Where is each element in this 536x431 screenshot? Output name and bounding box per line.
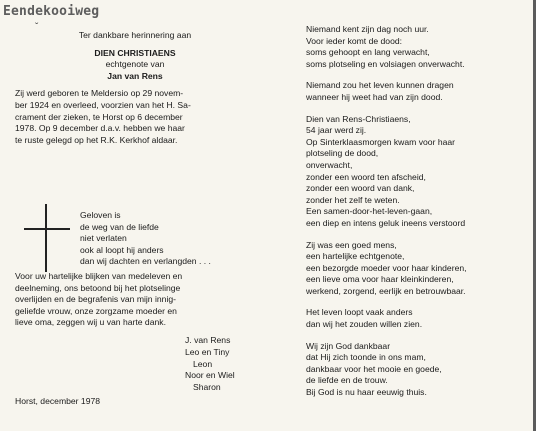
stanza-line: Wij zijn God dankbaar: [306, 340, 391, 351]
poem-line: ook al loopt hij anders: [80, 244, 164, 255]
right-column: [306, 24, 528, 399]
thanks-line: Voor uw hartelijke blijken van medeleven en: [15, 271, 183, 281]
stanza-line: plotseling de dood,: [306, 148, 379, 159]
stanza-line: Dien van Rens-Christiaens,: [306, 113, 411, 124]
signature: J. van Rens: [185, 335, 231, 345]
stanza-line: een hartelijke echtgenote,: [306, 251, 405, 262]
stanza-line: een bezorgde moeder voor haar kinderen,: [306, 262, 467, 273]
signature: Sharon: [193, 382, 221, 393]
spouse-name: Jan van Rens: [107, 70, 163, 81]
poem-line: niet verlaten: [80, 233, 127, 244]
stanza-line: een lieve oma voor haar kleinkinderen,: [306, 274, 454, 285]
stanza-line: Het leven loopt vaak anders: [306, 307, 413, 318]
stanza: [306, 24, 528, 70]
stanza-line: Niemand kent zijn dag noch uur.: [306, 24, 429, 34]
stanza-line: Niemand zou het leven kunnen dragen: [306, 80, 454, 91]
poem-line: dan wij dachten en verlangden . . .: [80, 256, 211, 267]
stanza-line: Zij was een goed mens,: [306, 239, 397, 250]
bio-line: Zij werd geboren te Meldersio op 29 novem-: [15, 88, 184, 99]
stanza-line: onverwacht,: [306, 159, 353, 170]
left-column: [15, 30, 255, 146]
stanza: [306, 341, 528, 399]
stanza-line: zonder een woord ten afscheid,: [306, 171, 426, 182]
stanza-line: dan wij het zouden willen zien.: [306, 319, 423, 330]
thanks-line: geliefde vrouw, onze zorgzame moeder en: [15, 305, 177, 316]
stanza-line: dat Hij zich toonde in ons mam,: [306, 352, 426, 363]
bio-line: 1978. Op 9 december d.a.v. hebben we haar: [15, 123, 185, 134]
stanza-line: soms gehoopt en lang verwacht,: [306, 47, 430, 58]
stanza-line: Voor ieder komt de dood:: [306, 35, 403, 46]
pen-mark: ˇ: [35, 22, 39, 33]
stanza-line: Een samen-door-het-leven-gaan,: [306, 206, 433, 217]
stanza: [306, 240, 528, 298]
signature: Leon: [193, 358, 213, 369]
spouse-intro: echtgenote van: [105, 59, 165, 70]
stanza-line: wanneer hij weet had van zijn dood.: [306, 91, 443, 102]
stanza: [306, 114, 528, 230]
stanza-line: Bij God is nu haar eeuwig thuis.: [306, 387, 427, 398]
intro-text: Ter dankbare herinnering aan: [78, 30, 192, 40]
stanza-line: 54 jaar werd zij.: [306, 125, 367, 136]
poem-line: de weg van de liefde: [80, 221, 159, 232]
signatures: [185, 335, 235, 394]
stanza-line: zonder het zelf te weten.: [306, 194, 400, 205]
signature: Leo en Tiny: [185, 346, 230, 357]
stanza-line: de liefde en de trouw.: [306, 375, 388, 386]
stanza: [306, 80, 528, 103]
bio-line: crament der zieken, te Horst op 6 december: [15, 111, 183, 122]
stanza-line: soms plotseling en volsiagen onverwacht.: [306, 58, 465, 69]
signature: Noor en Wiel: [185, 370, 235, 381]
cross-icon: [24, 204, 70, 272]
thanks-line: deelneming, ons betoond bij het plotselinge: [15, 282, 181, 293]
date-line: Horst, december 1978: [15, 396, 101, 406]
poem: [80, 210, 250, 268]
stamp-text: Eendekooiweg: [3, 4, 100, 19]
bio-line: ber 1924 en overleed, voorzien van het H. Sa-: [15, 99, 191, 110]
thanks-paragraph: [15, 271, 255, 329]
stanza-line: dankbaar voor het mooie en goede,: [306, 363, 442, 374]
bio-line: te ruste gelegd op het R.K. Kerkhof aldaar.: [15, 134, 178, 145]
stanza: [306, 307, 528, 330]
poem-line: Geloven is: [80, 210, 121, 220]
stanza-line: werkend, zorgend, eerlijk en betrouwbaar.: [306, 285, 466, 296]
thanks-line: overlijden en de begrafenis van mijn innig-: [15, 294, 176, 305]
stanza-line: Op Sinterklaasmorgen kwam voor haar: [306, 136, 456, 147]
stanza-line: een diep en intens geluk ineens verstoord: [306, 217, 466, 228]
biography: [15, 88, 255, 146]
thanks-line: lieve oma, zeggen wij u van harte dank.: [15, 317, 166, 328]
deceased-name: DIEN CHRISTIAENS: [94, 47, 176, 58]
stanza-line: zonder een woord van dank,: [306, 183, 415, 194]
